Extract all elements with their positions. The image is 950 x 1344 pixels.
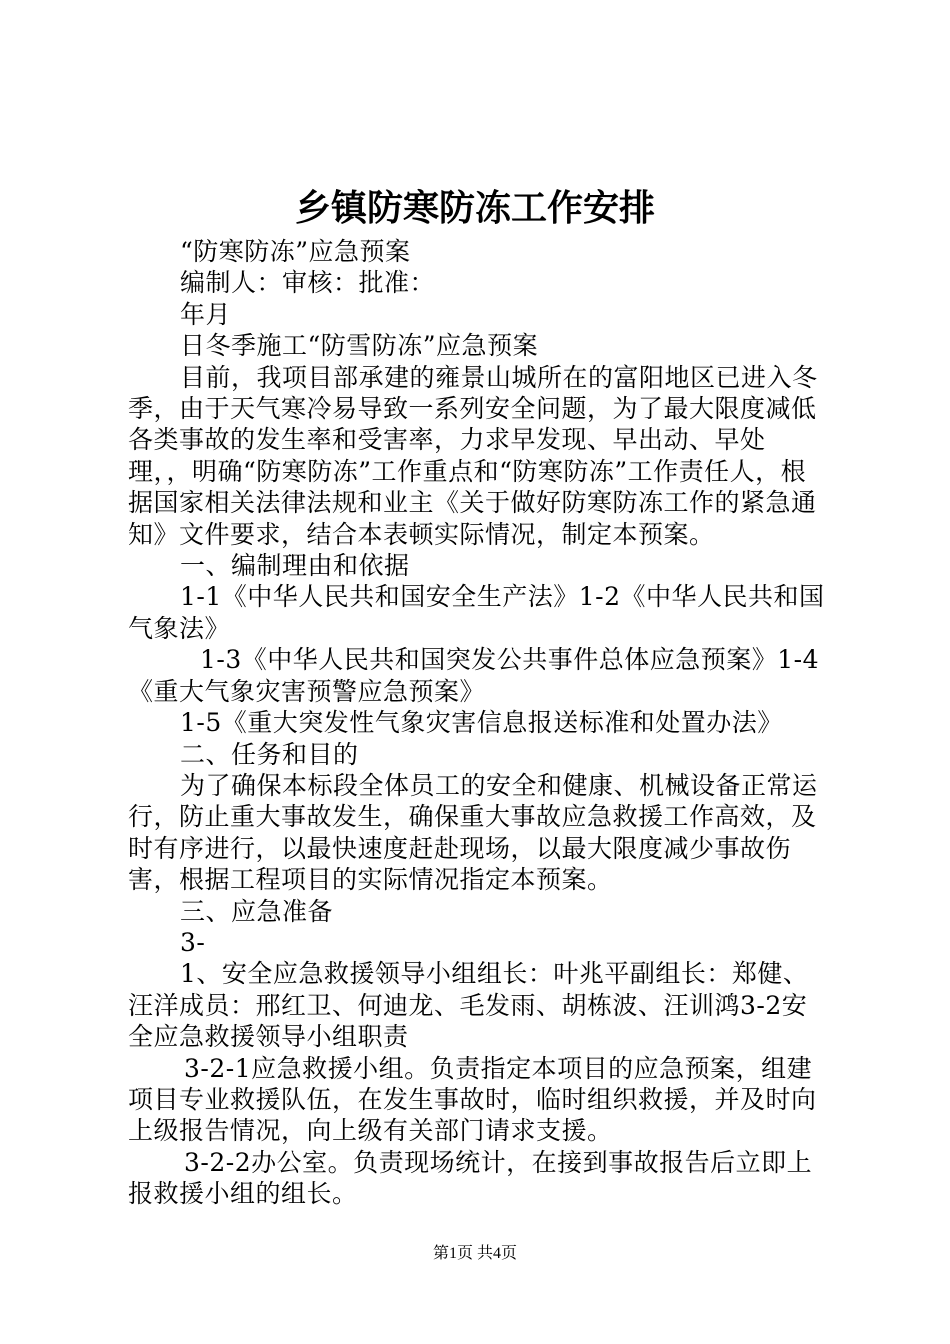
section-heading: 二、任务和目的	[180, 739, 359, 769]
paragraph: 1、安全应急救援领导小组组长：叶兆平副组长：郑健、汪洋成员：邢红卫、何迪龙、毛发雨、胡栋波、汪训鸿3-2安全应急救援领导小组职责	[128, 959, 809, 1052]
paragraph: 目前，我项目部承建的雍景山城所在的富阳地区已进入冬季，由于天气寒冷易导致一系列安全问题，为了最大限度减低各类事故的发生率和受害率，力求早发现、早出动、早处理，，明确“防寒防冻”工作重点和“防寒防冻”工作责任人，根据国家相关法律法规和业主《关于做好防寒防冻工作的紧急通知》文件要求，结合本表顿实际情况，制定本预案。	[128, 362, 818, 549]
section-heading: 三、应急准备	[180, 896, 334, 926]
paragraph: 3-2-2办公室。负责现场统计，在接到事故报告后立即上报救援小组的组长。	[128, 1147, 813, 1209]
document-body	[128, 236, 828, 1210]
page-footer: 第1页 共4页	[432, 1245, 517, 1262]
paragraph: 为了确保本标段全体员工的安全和健康、机械设备正常运行，防止重大事故发生，确保重大事故应急救援工作高效，及时有序进行，以最快速度赶赴现场，以最大限度减少事故伤害，根据工程项目的实际情况指定本预案。	[128, 770, 818, 895]
paragraph: 年月	[180, 299, 232, 329]
paragraph: 日冬季施工“防雪防冻”应急预案	[180, 331, 539, 361]
paragraph: “防寒防冻”应急预案	[180, 237, 411, 266]
document-title: 乡镇防寒防冻工作安排	[294, 187, 655, 229]
paragraph: 1-1《中华人民共和国安全生产法》1-2《中华人民共和国气象法》	[128, 582, 825, 643]
paragraph: 编制人：审核：批准：	[180, 268, 436, 298]
paragraph: 3-	[180, 927, 206, 957]
section-heading: 一、编制理由和依据	[180, 551, 410, 581]
paragraph: 1-5《重大突发性气象灾害信息报送标准和处置办法》	[180, 708, 783, 738]
paragraph: 1-3《中华人民共和国突发公共事件总体应急预案》1-4《重大气象灾害预警应急预案》	[128, 645, 820, 706]
paragraph: 3-2-1应急救援小组。负责指定本项目的应急预案，组建项目专业救援队伍，在发生事故时，临时组织救援，并及时向上级报告情况，向上级有关部门请求支援。	[128, 1053, 817, 1146]
